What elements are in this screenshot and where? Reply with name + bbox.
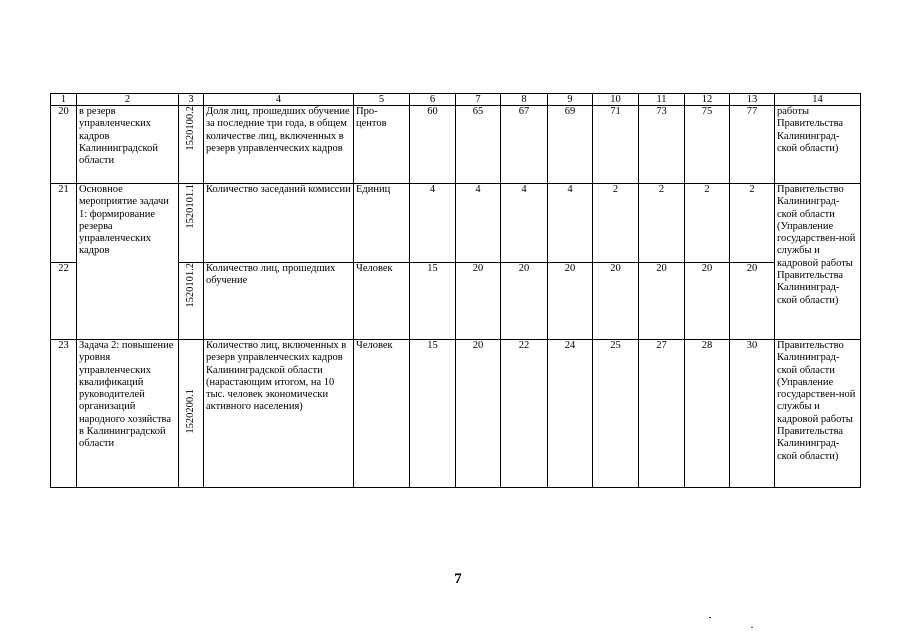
column-header: 3 <box>179 94 204 106</box>
value-cell: 15 <box>410 340 456 488</box>
row-number: 20 <box>51 106 77 184</box>
column-header: 14 <box>775 94 861 106</box>
indicator-code-text: 1520100.2 <box>185 106 196 151</box>
indicator-code-text: 1520101.1 <box>185 184 196 229</box>
value-cell: 27 <box>639 340 685 488</box>
table-row <box>51 106 861 184</box>
unit: Единиц <box>354 184 410 263</box>
value-cell: 25 <box>593 340 639 488</box>
column-header: 13 <box>730 94 775 106</box>
value-cell: 20 <box>685 263 730 340</box>
activity-name: в резерв управленческих кадров Калининградской области <box>77 106 179 184</box>
column-header: 2 <box>77 94 179 106</box>
scan-speck <box>751 627 753 628</box>
value-cell: 2 <box>685 184 730 263</box>
column-header: 4 <box>204 94 354 106</box>
value-cell: 69 <box>548 106 593 184</box>
responsible-executor: Правительство Калининград-ской области (Управление государствен-ной службы и кадровой работы Правительства Калининград-ской области) <box>775 340 861 488</box>
value-cell: 4 <box>456 184 501 263</box>
value-cell: 30 <box>730 340 775 488</box>
column-header: 6 <box>410 94 456 106</box>
value-cell: 2 <box>639 184 685 263</box>
value-cell: 20 <box>456 340 501 488</box>
indicator-code <box>179 263 204 340</box>
indicator-code <box>179 106 204 184</box>
value-cell: 24 <box>548 340 593 488</box>
responsible-executor: работы Правительства Калининград-ской области) <box>775 106 861 184</box>
table-row <box>51 184 861 263</box>
indicator-code <box>179 184 204 263</box>
value-cell: 2 <box>730 184 775 263</box>
column-header: 11 <box>639 94 685 106</box>
value-cell: 77 <box>730 106 775 184</box>
value-cell: 20 <box>593 263 639 340</box>
column-number-row <box>51 94 861 106</box>
indicator-name: Количество заседаний комиссии <box>204 184 354 263</box>
value-cell: 20 <box>456 263 501 340</box>
value-cell: 4 <box>501 184 548 263</box>
unit: Про- центов <box>354 106 410 184</box>
value-cell: 15 <box>410 263 456 340</box>
value-cell: 20 <box>639 263 685 340</box>
value-cell: 71 <box>593 106 639 184</box>
responsible-executor: Правительство Калининград-ской области (Управление государствен-ной службы и кадровой работы Правительства Калининград-ской области) <box>775 184 861 340</box>
column-header: 7 <box>456 94 501 106</box>
column-header: 1 <box>51 94 77 106</box>
row-number: 22 <box>51 263 77 340</box>
row-number: 23 <box>51 340 77 488</box>
value-cell: 20 <box>501 263 548 340</box>
indicator-name: Доля лиц, прошедших обучение за последние три года, в общем количестве лиц, включенных в резерв управленческих кадров <box>204 106 354 184</box>
value-cell: 60 <box>410 106 456 184</box>
column-header: 8 <box>501 94 548 106</box>
table-row <box>51 340 861 488</box>
value-cell: 75 <box>685 106 730 184</box>
indicator-name: Количество лиц, прошедших обучение <box>204 263 354 340</box>
activity-name: Задача 2: повышение уровня управленческих квалификаций руководителей организаций народного хозяйства в Калининградской области <box>77 340 179 488</box>
scan-speck <box>709 617 711 618</box>
value-cell: 2 <box>593 184 639 263</box>
column-header: 10 <box>593 94 639 106</box>
column-header: 12 <box>685 94 730 106</box>
column-header: 9 <box>548 94 593 106</box>
indicator-code-text: 1520200.1 <box>185 389 196 434</box>
page-number: 7 <box>454 571 462 587</box>
activity-name: Основное мероприятие задачи 1: формирование резерва управленческих кадров <box>77 184 179 340</box>
indicator-code <box>179 340 204 488</box>
value-cell: 73 <box>639 106 685 184</box>
value-cell: 65 <box>456 106 501 184</box>
unit: Человек <box>354 340 410 488</box>
program-indicators-table <box>50 93 861 488</box>
indicator-code-text: 1520101.2 <box>185 263 196 308</box>
value-cell: 20 <box>548 263 593 340</box>
indicator-name: Количество лиц, включенных в резерв управленческих кадров Калининградской области (нарастающим итогом, на 10 тыс. человек экономически активного населения) <box>204 340 354 488</box>
value-cell: 28 <box>685 340 730 488</box>
value-cell: 4 <box>548 184 593 263</box>
value-cell: 67 <box>501 106 548 184</box>
row-number: 21 <box>51 184 77 263</box>
column-header: 5 <box>354 94 410 106</box>
unit: Человек <box>354 263 410 340</box>
value-cell: 4 <box>410 184 456 263</box>
value-cell: 22 <box>501 340 548 488</box>
value-cell: 20 <box>730 263 775 340</box>
